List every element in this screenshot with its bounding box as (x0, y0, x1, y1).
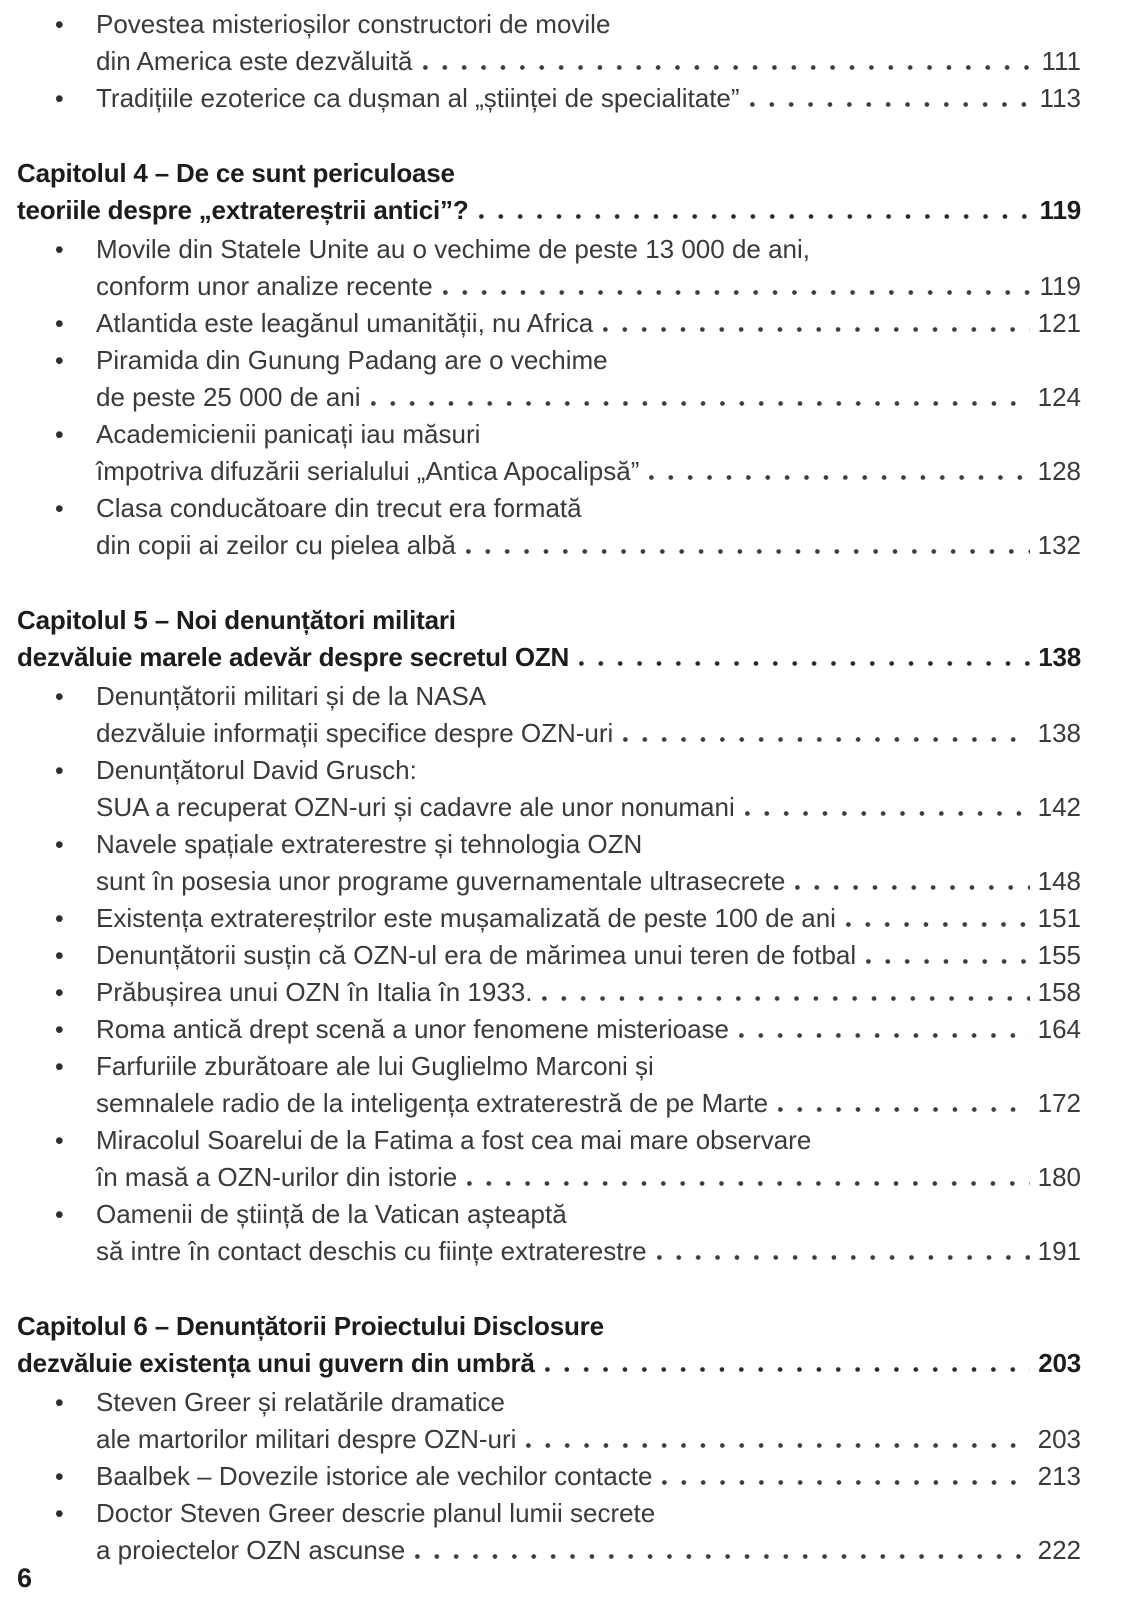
entry-text: Denunțătorul David Grusch: (96, 755, 417, 785)
toc-entry (17, 305, 1081, 342)
toc-line (17, 715, 1081, 752)
dot-leader (542, 996, 1029, 1001)
entry-text: Farfuriile zburătoare ale lui Guglielmo Marconi și (96, 1051, 654, 1081)
page-ref: 132 (1037, 530, 1081, 560)
page-ref: 203 (1037, 1424, 1081, 1454)
entry-text: Denunțătorii militari și de la NASA (96, 681, 487, 711)
bullet-icon: • (55, 86, 64, 113)
toc-line (17, 1532, 1081, 1569)
toc-line (17, 789, 1081, 826)
entry-text: dezvăluie informații specifice despre OZN-uri (96, 718, 614, 748)
toc-section (17, 6, 1081, 117)
chapter-heading-text: Capitolul 5 – Noi denunțători militari (17, 605, 456, 635)
entry-text: Miracolul Soarelui de la Fatima a fost cea mai mare observare (96, 1125, 812, 1155)
toc-line (17, 527, 1081, 564)
toc-entries (17, 1384, 1081, 1569)
page-ref: 119 (1039, 271, 1081, 301)
dot-leader (371, 401, 1030, 406)
chapter-heading (17, 1308, 1081, 1382)
entry-text: Navele spațiale extraterestre și tehnologia OZN (96, 829, 643, 859)
toc-line (17, 1196, 1081, 1233)
page-ref: 128 (1037, 456, 1081, 486)
page-ref: 222 (1037, 1535, 1081, 1565)
toc-entry (17, 1048, 1081, 1122)
bullet-icon: • (55, 943, 64, 970)
dot-leader (467, 1181, 1029, 1186)
entry-text: din copii ai zeilor cu pielea albă (96, 530, 456, 560)
chapter-heading-line (17, 639, 1081, 676)
entry-text: de peste 25 000 de ani (96, 382, 361, 412)
toc-entry (17, 1458, 1081, 1495)
dot-leader (662, 1480, 1029, 1485)
toc-line (17, 974, 1081, 1011)
page-ref: 180 (1037, 1162, 1081, 1192)
dot-leader (657, 1255, 1030, 1260)
chapter-heading (17, 602, 1081, 676)
toc-line (17, 1458, 1081, 1495)
page-ref: 121 (1037, 308, 1081, 338)
toc-line (17, 453, 1081, 490)
toc-line (17, 826, 1081, 863)
bullet-icon: • (55, 1464, 64, 1491)
bullet-icon: • (55, 1202, 64, 1229)
toc-entry (17, 678, 1081, 752)
entry-text: Atlantida este leagănul umanității, nu Africa (96, 308, 594, 338)
bullet-icon: • (55, 1128, 64, 1155)
entry-text: Steven Greer și relatările dramatice (96, 1387, 505, 1417)
toc-line (17, 1011, 1081, 1048)
entry-text: Doctor Steven Greer descrie planul lumii secrete (96, 1498, 656, 1528)
chapter-heading-text: dezvăluie existența unui guvern din umbră (17, 1348, 535, 1378)
toc-entry (17, 826, 1081, 900)
toc-line (17, 379, 1081, 416)
dot-leader (545, 1367, 1031, 1372)
page-ref: 164 (1037, 1014, 1081, 1044)
entry-text: Clasa conducătoare din trecut era formată (96, 493, 582, 523)
bullet-icon: • (55, 1390, 64, 1417)
toc-entry (17, 6, 1081, 80)
page-ref: 203 (1038, 1348, 1081, 1378)
toc-entry (17, 1011, 1081, 1048)
page-ref: 142 (1037, 792, 1081, 822)
entry-text: semnalele radio de la inteligența extraterestră de pe Marte (96, 1088, 769, 1118)
chapter-section (17, 1308, 1081, 1569)
chapter-heading-line (17, 192, 1081, 229)
toc-line (17, 752, 1081, 789)
toc-line (17, 1233, 1081, 1270)
toc-entry (17, 1495, 1081, 1569)
dot-leader (443, 290, 1032, 295)
entry-text: Roma antică drept scenă a unor fenomene misterioase (96, 1014, 730, 1044)
page-ref: 151 (1037, 903, 1081, 933)
toc-entry (17, 900, 1081, 937)
toc-entry (17, 974, 1081, 1011)
toc-line (17, 1421, 1081, 1458)
bullet-icon: • (55, 906, 64, 933)
toc-line (17, 1159, 1081, 1196)
dot-leader (778, 1107, 1030, 1112)
chapter-section (17, 602, 1081, 1270)
dot-leader (745, 811, 1030, 816)
chapter-heading-text: dezvăluie marele adevăr despre secretul OZN (17, 642, 570, 672)
dot-leader (603, 327, 1029, 332)
toc-line (17, 1122, 1081, 1159)
toc-line (17, 1048, 1081, 1085)
toc-entry (17, 342, 1081, 416)
chapter-heading-line (17, 602, 1081, 639)
entry-text: Tradițiile ezoterice ca dușman al „științei de specialitate” (96, 83, 740, 113)
chapter-heading-line (17, 155, 1081, 192)
toc (17, 6, 1081, 1569)
entry-text: în masă a OZN-urilor din istorie (96, 1162, 458, 1192)
entry-text: Existența extratereștrilor este mușamalizată de peste 100 de ani (96, 903, 836, 933)
dot-leader (846, 922, 1030, 927)
entry-text: Denunțătorii susțin că OZN-ul era de mărimea unui teren de fotbal (96, 940, 857, 970)
chapter-heading-text: Capitolul 4 – De ce sunt periculoase (17, 158, 455, 188)
dot-leader (795, 885, 1029, 890)
bullet-icon: • (55, 980, 64, 1007)
entry-text: Baalbek – Dovezile istorice ale vechilor contacte (96, 1461, 653, 1491)
toc-line (17, 80, 1081, 117)
page-ref: 138 (1038, 642, 1081, 672)
toc-entry (17, 752, 1081, 826)
entry-text: Oamenii de știință de la Vatican așteaptă (96, 1199, 567, 1229)
page-ref: 191 (1037, 1236, 1081, 1266)
bullet-icon: • (55, 348, 64, 375)
dot-leader (579, 661, 1030, 666)
toc-entry (17, 937, 1081, 974)
page-ref: 155 (1037, 940, 1081, 970)
bullet-icon: • (55, 237, 64, 264)
toc-entry (17, 1196, 1081, 1270)
chapter-heading-text: Capitolul 6 – Denunțătorii Proiectului Disclosure (17, 1311, 604, 1341)
toc-line (17, 1384, 1081, 1421)
chapter-section (17, 155, 1081, 564)
page-ref: 213 (1037, 1461, 1081, 1491)
entry-text: SUA a recuperat OZN-uri și cadavre ale unor nonumani (96, 792, 735, 822)
page-ref: 158 (1037, 977, 1081, 1007)
toc-entry (17, 231, 1081, 305)
bullet-icon: • (55, 758, 64, 785)
toc-line (17, 1085, 1081, 1122)
entry-text: Prăbușirea unui OZN în Italia în 1933. (96, 977, 533, 1007)
entry-text: Piramida din Gunung Padang are o vechime (96, 345, 608, 375)
chapter-heading-line (17, 1308, 1081, 1345)
toc-entry (17, 490, 1081, 564)
page-ref: 113 (1039, 83, 1081, 113)
toc-line (17, 1495, 1081, 1532)
entry-text: Povestea misterioșilor constructori de movile (96, 9, 611, 39)
bullet-icon: • (55, 832, 64, 859)
toc-entry (17, 1384, 1081, 1458)
dot-leader (623, 737, 1029, 742)
entry-text: sunt în posesia unor programe guvernamentale ultrasecrete (96, 866, 786, 896)
toc-line (17, 490, 1081, 527)
dot-leader (479, 214, 1032, 219)
page-ref: 124 (1037, 382, 1081, 412)
page-ref: 148 (1037, 866, 1081, 896)
entry-text: din America este dezvăluită (96, 46, 413, 76)
bullet-icon: • (55, 422, 64, 449)
entry-text: Academicienii panicați iau măsuri (96, 419, 481, 449)
dot-leader (415, 1554, 1029, 1559)
bullet-icon: • (55, 1501, 64, 1528)
entry-text: conform unor analize recente (96, 271, 433, 301)
toc-line (17, 678, 1081, 715)
bullet-icon: • (55, 1054, 64, 1081)
toc-entries (17, 231, 1081, 564)
toc-line (17, 863, 1081, 900)
dot-leader (739, 1033, 1030, 1038)
dot-leader (466, 549, 1030, 554)
toc-entries (17, 678, 1081, 1270)
entry-text: ale martorilor militari despre OZN-uri (96, 1424, 517, 1454)
page-number: 6 (17, 1563, 33, 1593)
toc-line (17, 268, 1081, 305)
bullet-icon: • (55, 311, 64, 338)
page-ref: 138 (1037, 718, 1081, 748)
toc-entry (17, 416, 1081, 490)
chapter-heading-line (17, 1345, 1081, 1382)
page-ref: 119 (1039, 195, 1081, 225)
dot-leader (750, 102, 1032, 107)
toc-line (17, 416, 1081, 453)
page-ref: 111 (1041, 46, 1081, 76)
toc-entry (17, 80, 1081, 117)
entry-text: Movile din Statele Unite au o vechime de peste 13 000 de ani, (96, 234, 811, 264)
bullet-icon: • (55, 12, 64, 39)
toc-line (17, 937, 1081, 974)
page-ref: 172 (1037, 1088, 1081, 1118)
toc-entries (17, 6, 1081, 117)
bullet-icon: • (55, 684, 64, 711)
toc-line (17, 305, 1081, 342)
dot-leader (866, 959, 1029, 964)
chapter-heading-text: teoriile despre „extratereștrii antici”? (17, 195, 469, 225)
toc-line (17, 900, 1081, 937)
bullet-icon: • (55, 496, 64, 523)
chapter-heading (17, 155, 1081, 229)
dot-leader (526, 1443, 1029, 1448)
dot-leader (423, 65, 1034, 70)
entry-text: împotriva difuzării serialului „Antica Apocalipsă” (96, 456, 640, 486)
toc-line (17, 231, 1081, 268)
toc-entry (17, 1122, 1081, 1196)
bullet-icon: • (55, 1017, 64, 1044)
toc-line (17, 43, 1081, 80)
entry-text: a proiectelor OZN ascunse (96, 1535, 406, 1565)
dot-leader (649, 475, 1029, 480)
toc-line (17, 342, 1081, 379)
entry-text: să intre în contact deschis cu ființe extraterestre (96, 1236, 647, 1266)
toc-line (17, 6, 1081, 43)
